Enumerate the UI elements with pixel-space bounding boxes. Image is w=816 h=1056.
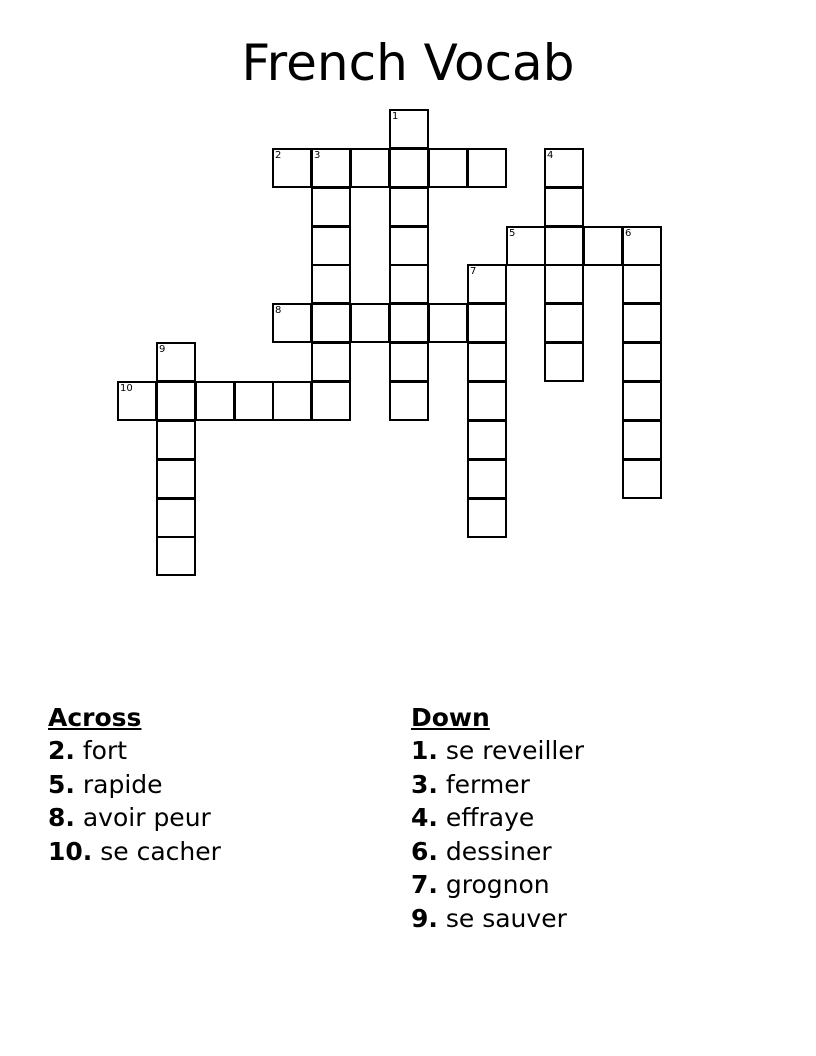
grid-cell[interactable] (467, 264, 507, 304)
clue-down-3 (411, 768, 584, 802)
grid-cell[interactable] (467, 420, 507, 460)
clue-number: 5. (48, 769, 75, 799)
clue-text: se reveiller (445, 736, 584, 765)
grid-cell[interactable] (467, 148, 507, 188)
grid-cell[interactable] (467, 498, 507, 538)
clue-number: 4. (411, 803, 438, 832)
grid-cell[interactable] (428, 303, 468, 343)
grid-cell[interactable] (389, 148, 429, 188)
clue-text: se sauver (445, 903, 567, 933)
grid-cell[interactable] (389, 303, 429, 343)
grid-cell[interactable] (389, 226, 429, 266)
cell-number: 10 (120, 383, 133, 394)
clue-number: 9. (411, 903, 438, 933)
grid-cell[interactable] (117, 381, 157, 421)
grid-cell[interactable] (622, 459, 662, 499)
grid-cell[interactable] (506, 226, 546, 266)
grid-cell[interactable] (544, 148, 584, 188)
grid-cell[interactable] (156, 536, 196, 576)
grid-cell[interactable] (272, 381, 312, 421)
grid-cell[interactable] (156, 381, 196, 421)
across-heading: Across (48, 703, 142, 732)
clue-text: fort (82, 736, 128, 765)
cell-number: 8 (275, 305, 282, 316)
grid-cell[interactable] (389, 381, 429, 421)
clue-number: 2. (48, 736, 75, 765)
cell-number: 5 (509, 228, 516, 239)
clue-number: 6. (411, 836, 438, 866)
grid-cell[interactable] (389, 187, 429, 227)
clue-down-7 (411, 868, 584, 902)
grid-cell[interactable] (544, 264, 584, 304)
grid-cell[interactable] (311, 187, 351, 227)
grid-cell[interactable] (311, 381, 351, 421)
cell-number: 2 (275, 150, 282, 161)
grid-cell[interactable] (311, 342, 351, 382)
cell-number: 4 (547, 150, 554, 161)
grid-cell[interactable] (389, 342, 429, 382)
puzzle-title: French Vocab (241, 34, 575, 92)
grid-cell[interactable] (544, 342, 584, 382)
grid-cell[interactable] (467, 459, 507, 499)
clue-number: 3. (411, 769, 438, 799)
grid-cell[interactable] (272, 148, 312, 188)
grid-cell[interactable] (311, 148, 351, 188)
grid-cell[interactable] (467, 303, 507, 343)
clue-number: 1. (411, 736, 438, 765)
grid-cell[interactable] (156, 498, 196, 538)
cell-number: 1 (392, 111, 399, 122)
clue-text: grognon (445, 870, 550, 899)
grid-cell[interactable] (622, 303, 662, 343)
grid-cell[interactable] (311, 226, 351, 266)
clue-text: dessiner (445, 836, 552, 866)
grid-cell[interactable] (428, 148, 468, 188)
cell-number: 3 (314, 150, 321, 161)
grid-cell[interactable] (467, 381, 507, 421)
grid-cell[interactable] (195, 381, 235, 421)
grid-cell[interactable] (156, 420, 196, 460)
grid-cell[interactable] (272, 303, 312, 343)
grid-cell[interactable] (234, 381, 274, 421)
cell-number: 6 (625, 228, 632, 239)
grid-cell[interactable] (389, 109, 429, 149)
clue-across-8 (48, 801, 221, 835)
clue-down-4 (411, 801, 584, 835)
grid-cell[interactable] (467, 342, 507, 382)
grid-cell[interactable] (622, 381, 662, 421)
clue-down-9 (411, 902, 584, 936)
grid-cell[interactable] (311, 264, 351, 304)
grid-cell[interactable] (156, 342, 196, 382)
across-clues (48, 702, 221, 868)
grid-cell[interactable] (622, 342, 662, 382)
grid-cell[interactable] (544, 303, 584, 343)
down-clues (411, 702, 584, 935)
clue-down-1 (411, 734, 584, 768)
grid-cell[interactable] (544, 187, 584, 227)
clue-number: 8. (48, 803, 75, 832)
clue-text: avoir peur (82, 803, 211, 832)
clue-number: 10. (48, 836, 93, 866)
grid-cell[interactable] (622, 226, 662, 266)
grid-cell[interactable] (544, 226, 584, 266)
grid-cell[interactable] (350, 148, 390, 188)
clue-text: effraye (445, 803, 535, 832)
clue-down-6 (411, 835, 584, 869)
clue-number: 7. (411, 870, 438, 899)
down-heading: Down (411, 703, 490, 732)
clue-text: se cacher (100, 836, 221, 866)
clue-across-5 (48, 768, 221, 802)
grid-cell[interactable] (622, 420, 662, 460)
grid-cell[interactable] (311, 303, 351, 343)
clue-text: fermer (445, 769, 530, 799)
grid-cell[interactable] (583, 226, 623, 266)
grid-cell[interactable] (622, 264, 662, 304)
cell-number: 9 (159, 344, 166, 355)
clue-across-10 (48, 835, 221, 869)
grid-cell[interactable] (156, 459, 196, 499)
cell-number: 7 (470, 266, 477, 277)
grid-cell[interactable] (350, 303, 390, 343)
clue-across-2 (48, 734, 221, 768)
grid-cell[interactable] (389, 264, 429, 304)
clue-text: rapide (82, 769, 163, 799)
